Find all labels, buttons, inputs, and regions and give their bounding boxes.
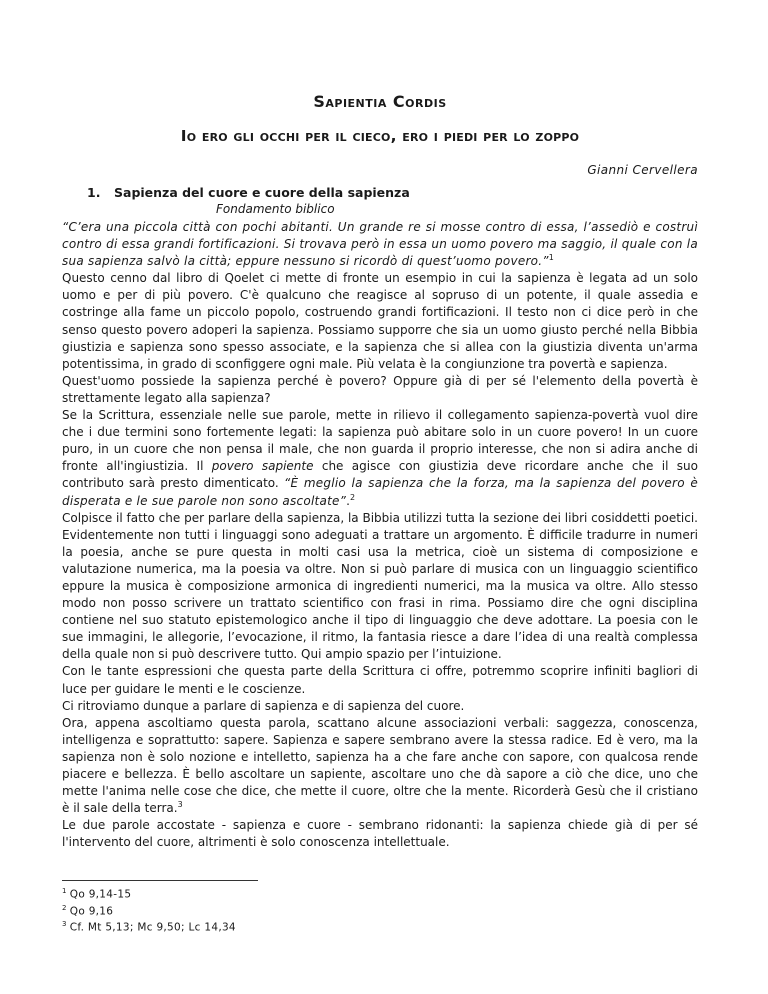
paragraph-text: . [346,493,350,508]
paragraph-text: che agisce con giustizia deve ricordare anche che il suo contributo sarà presto dimenticato. [62,459,698,491]
paragraph [62,715,698,818]
emphasis-text: povero sapiente [211,459,314,474]
footnote-ref: 3 [177,800,183,810]
footnote-ref: 2 [349,492,356,502]
paragraph: Questo cenno dal libro di Qoelet ci mette di fronte un esempio in cui la sapienza è legata ad un solo uomo e per di più povero. C'è qualcuno che reagisce al sopruso di un potente, il quale assedia e costringe alla fame un piccolo popolo, costruendo grandi fortificazioni. Il testo non ci dice però in che senso questo povero adoperi la sapienza. Possiamo supporre che sia un uomo giusto perché nella Bibbia giustizia e sapienza sono spesso associate, e la sapienza che si allea con la giustizia diventa un'arma potentissima, in grado di sconfiggere ogni male. Più velata è la congiunzione tra povertà e sapienza. [62,271,698,371]
paragraph: Quest'uomo possiede la sapienza perché è povero? Oppure già di per sé l'elemento della povertà è strettamente legato alla sapienza? [62,373,698,405]
paragraph: Con le tante espressioni che questa parte della Scrittura ci offre, potremmo scoprire infiniti bagliori di luce per guidare le menti e le coscienze. [62,664,698,696]
footnote [62,885,236,902]
footnote-text: Qo 9,16 [69,905,114,917]
biblical-quote: “C’era una piccola città con pochi abitanti. Un grande re si mosse contro di essa, l’assediò e costruì contro di essa grandi fortificazioni. Si trovava però in essa un uomo povero ma saggio, il quale con la sua sapienza salvò la città; eppure nessuno si ricordò di quest’uomo povero.” [62,220,698,269]
paragraph-text: Se la Scrittura, essenziale nelle sue parole, mette in rilievo il collegamento sapienza-povertà vuol dire che i due termini sono fortemente legati: la sapienza può abitare solo in un cuore povero! In un cuore puro, in un cuore che non pensa il male, che non guarda il proprio interesse, che non si adira anche di fronte all'ingiustizia. Il [62,408,698,474]
footnote-number: 2 [62,903,67,912]
section-subtitle: Fondamento biblico [216,202,335,216]
paragraph-text: Ora, appena ascoltiamo questa parola, scattano alcune associazioni verbali: saggezza, conoscenza, intelligenza e soprattutto: sapere. Sapienza e sapere sembrano avere la stessa radice. Ed è vero, ma la sapienza non è solo nozione e intelletto, sapienza ha a che fare anche con sapore, con qualcosa rende piacere e bellezza. È bello ascoltare un sapiente, ascoltare uno che dà sapore a ciò che dice, uno che mette l'anima nelle cose che dice, che mette il cuore, oltre che la mente. Ricorderà Gesù che il cristiano è il sale della terra. [62,715,698,816]
paragraph-quote [62,219,698,270]
footnote [62,918,236,935]
paragraph: Colpisce il fatto che per parlare della sapienza, la Bibbia utilizzi tutta la sezione dei libri cosiddetti poetici. Evidentemente non tutti i linguaggi sono adeguati a trattare un argomento. È difficile tradurre in numeri la poesia, anche se pure questa in molti casi usa la metrica, cioè un sistema di composizione e valutazione numerica, ma la poesia va oltre. Non si può parlare di musica con un linguaggio scientifico eppure la musica è composizione armonica di ingredienti numerici, ma la musica va oltre. Allo stesso modo non posso scrivere un trattato scientifico con frasi in rima. Possiamo dire che ogni disciplina contiene nel suo statuto epistemologico anche il tipo di linguaggio che deve adottare. La poesia con le sue immagini, le allegorie, l’evocazione, il ritmo, la fantasia riesce a dare l’idea di una realtà complessa della quale non si può descrivere tutto. Qui ampio spazio per l’intuizione. [62,510,698,662]
footnote-text: Qo 9,14-15 [69,888,132,901]
document-title: Sapientia Cordis [313,92,447,111]
footnote-text: Cf. Mt 5,13; Mc 9,50; Lc 14,34 [69,921,236,934]
footnote-separator [62,880,258,881]
footnote [62,902,236,919]
footnote-ref: 1 [548,253,554,263]
body-text [62,219,698,851]
footnotes [62,885,236,935]
paragraph: Ci ritroviamo dunque a parlare di sapienza e di sapienza del cuore. [62,698,465,713]
author-name: Gianni Cervellera [587,163,698,177]
section-title: Sapienza del cuore e cuore della sapienza [114,185,410,200]
section-number: 1. [87,185,101,200]
biblical-quote: “È meglio la sapienza che la forza, ma la sapienza del povero è disperata e le sue parole non sono ascoltate” [62,476,698,508]
footnote-number: 1 [62,887,67,895]
footnote-number: 3 [62,920,67,928]
section-heading [87,185,410,200]
document-subtitle: Io ero gli occhi per il cieco, ero i piedi per lo zoppo [180,127,580,145]
paragraph: Le due parole accostate - sapienza e cuore - sembrano ridonanti: la sapienza chiede già di per sé l'intervento del cuore, altrimenti è solo conoscenza intellettuale. [62,818,698,850]
paragraph [62,407,698,510]
